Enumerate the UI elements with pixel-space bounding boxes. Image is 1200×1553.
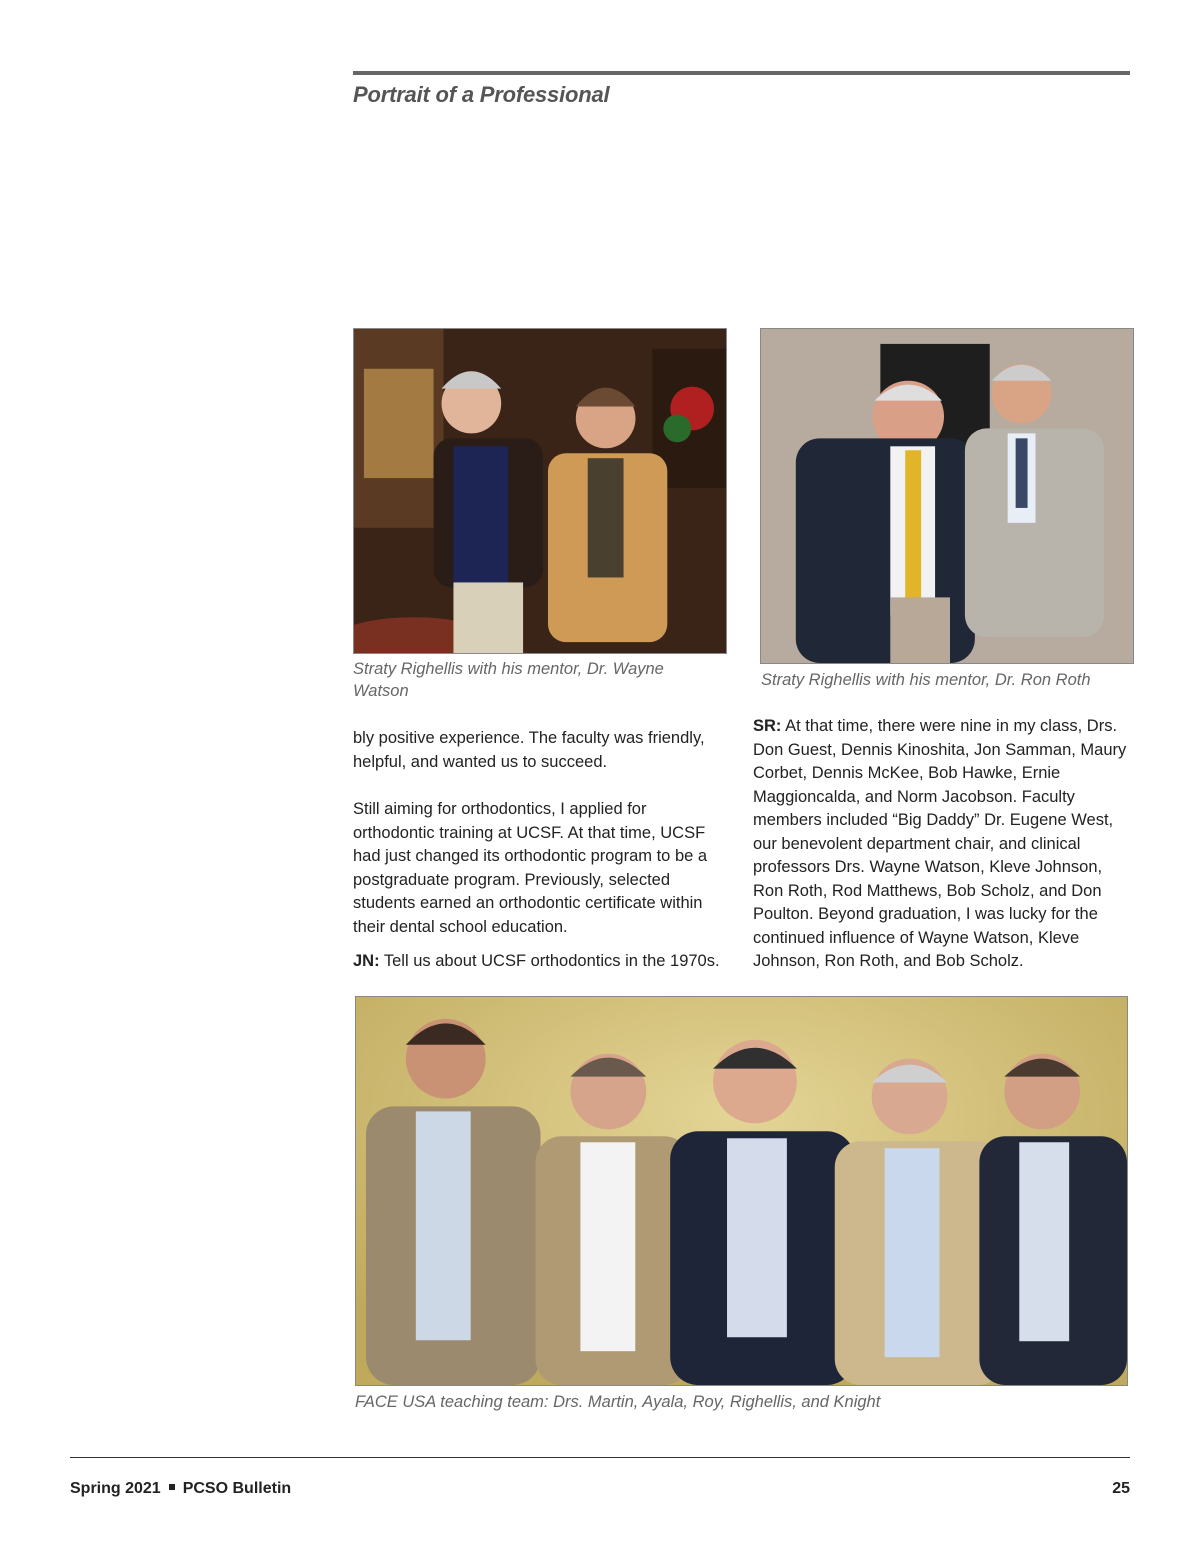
photo-face-usa-team <box>355 996 1128 1386</box>
left-paragraph-3 <box>353 950 729 974</box>
right-paragraph-1 <box>753 715 1133 974</box>
photo-righellis-roth <box>760 328 1134 664</box>
section-title: Portrait of a Professional <box>353 82 610 107</box>
photo2-caption: Straty Righellis with his mentor, Dr. Ron Roth <box>761 671 1091 689</box>
speaker-sr: SR: <box>753 717 782 735</box>
left-column <box>353 727 729 985</box>
question-text: Tell us about UCSF orthodontics in the 1970s. <box>379 952 720 970</box>
footer-publication-name: PCSO Bulletin <box>182 1480 292 1497</box>
photo-righellis-watson <box>353 328 727 654</box>
left-paragraph-1: bly positive experience. The faculty was friendly, helpful, and wanted us to succeed. <box>353 729 705 771</box>
photo1-caption: Straty Righellis with his mentor, Dr. Wayne Watson <box>353 660 664 700</box>
answer-text: At that time, there were nine in my class, Drs. Don Guest, Dennis Kinoshita, Jon Samman, Maury Corbet, Dennis McKee, Bob Hawke, Ernie Maggioncalda, and Norm Jacobson. Faculty members included “Big Daddy” Dr. Eugene West, our benevolent department chair, and clinical professors Drs. Wayne Watson, Kleve Johnson, Ron Roth, Rod Matthews, Bob Scholz, and Don Poulton. Beyond graduation, I was lucky for the continued influence of Wayne Watson, Kleve Johnson, Ron Roth, and Bob Scholz. <box>753 717 1127 970</box>
footer-publication <box>70 1480 291 1498</box>
left-paragraph-2: Still aiming for orthodontics, I applied for orthodontic training at UCSF. At that time, UCSF had just changed its orthodontic program to be a postgraduate program. Previously, selected students earned an orthodontic certificate within their dental school education. <box>353 800 708 936</box>
bullet-square-icon <box>169 1484 175 1490</box>
speaker-jn: JN: <box>353 952 380 970</box>
footer-season: Spring 2021 <box>70 1480 161 1497</box>
footer-rule <box>70 1457 1130 1458</box>
photo3-caption: FACE USA teaching team: Drs. Martin, Ayala, Roy, Righellis, and Knight <box>355 1393 881 1411</box>
right-column <box>753 715 1133 985</box>
header-rule <box>353 71 1130 75</box>
page-number: 25 <box>1112 1480 1130 1497</box>
